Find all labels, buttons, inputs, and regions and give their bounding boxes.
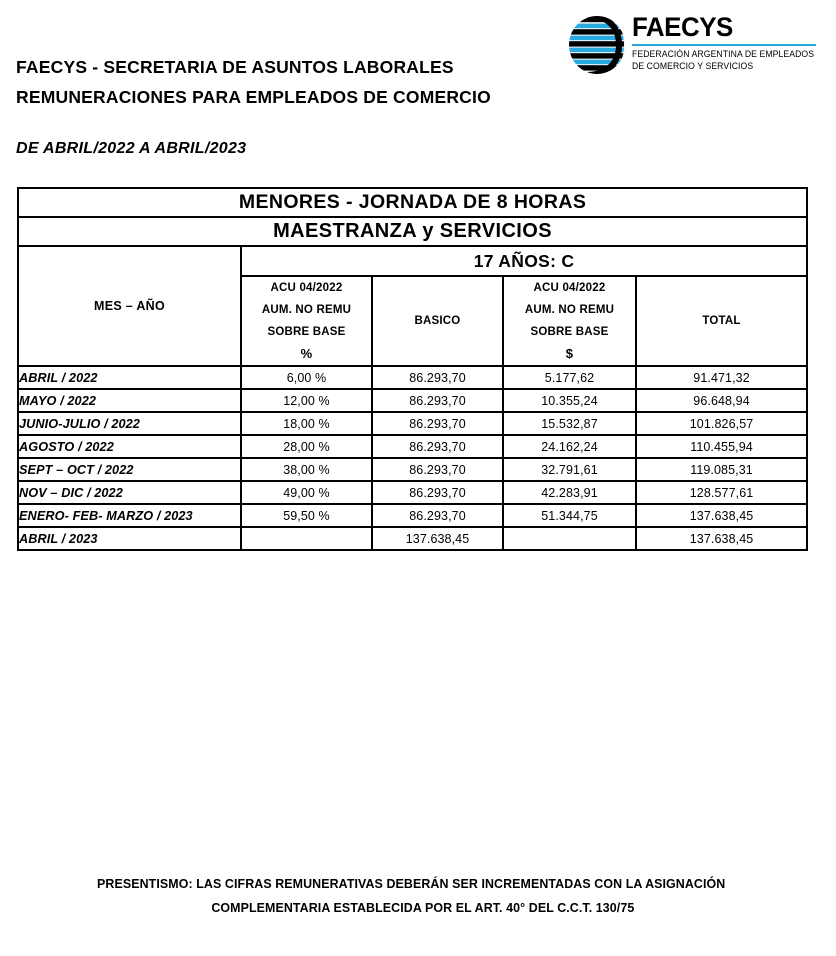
table-row xyxy=(18,435,807,458)
row-label: ABRIL / 2022 xyxy=(18,366,241,389)
corner-header-mes-anio: MES – AÑO xyxy=(18,246,241,366)
col-header-monto-line-3: SOBRE BASE xyxy=(530,326,609,338)
cell-basico: 86.293,70 xyxy=(372,389,503,412)
cell-total: 137.638,45 xyxy=(636,527,807,550)
col-header-total-label: TOTAL xyxy=(702,315,741,327)
cell-pct: 12,00 % xyxy=(241,389,372,412)
cell-basico: 86.293,70 xyxy=(372,412,503,435)
cell-monto: 32.791,61 xyxy=(503,458,636,481)
col-header-total xyxy=(636,276,807,366)
footnote-line-2: COMPLEMENTARIA ESTABLECIDA POR EL ART. 40° DEL C.C.T. 130/75 xyxy=(211,900,635,915)
table-row xyxy=(18,527,807,550)
globe-icon xyxy=(566,14,628,76)
band-title-2: MAESTRANZA y SERVICIOS xyxy=(18,217,807,246)
col-header-pct-line-2: AUM. NO REMU xyxy=(261,304,352,316)
cell-basico: 86.293,70 xyxy=(372,435,503,458)
page-title-line-2: REMUNERACIONES PARA EMPLEADOS DE COMERCIO xyxy=(16,87,491,107)
cell-monto: 15.532,87 xyxy=(503,412,636,435)
table-row xyxy=(18,366,807,389)
col-header-pct-line-3: SOBRE BASE xyxy=(267,326,346,338)
wage-scale-table xyxy=(17,187,808,551)
cell-monto: 42.283,91 xyxy=(503,481,636,504)
table-row xyxy=(18,504,807,527)
cell-total: 110.455,94 xyxy=(636,435,807,458)
band-title-1: MENORES - JORNADA DE 8 HORAS xyxy=(18,188,807,217)
cell-pct: 18,00 % xyxy=(241,412,372,435)
logo-subtitle-line-1: FEDERACIÓN ARGENTINA DE EMPLEADOS xyxy=(632,49,815,59)
cell-basico: 86.293,70 xyxy=(372,458,503,481)
cell-monto: 5.177,62 xyxy=(503,366,636,389)
cell-total: 137.638,45 xyxy=(636,504,807,527)
row-label: NOV – DIC / 2022 xyxy=(18,481,241,504)
cell-pct xyxy=(241,527,372,550)
cell-basico: 86.293,70 xyxy=(372,481,503,504)
table-row xyxy=(18,458,807,481)
page-title xyxy=(16,52,576,112)
cell-total: 101.826,57 xyxy=(636,412,807,435)
faecys-logo xyxy=(566,12,822,84)
cell-basico: 86.293,70 xyxy=(372,504,503,527)
row-label: JUNIO-JULIO / 2022 xyxy=(18,412,241,435)
cell-monto: 24.162,24 xyxy=(503,435,636,458)
table-band-title-row-2 xyxy=(18,217,807,246)
cell-pct: 6,00 % xyxy=(241,366,372,389)
table-row xyxy=(18,389,807,412)
col-header-pct-line-1: ACU 04/2022 xyxy=(270,282,343,294)
col-header-monto-line-2: AUM. NO REMU xyxy=(524,304,615,316)
table-age-row xyxy=(18,246,807,276)
cell-basico: 86.293,70 xyxy=(372,366,503,389)
footnote xyxy=(0,872,836,920)
table-band-title-row-1 xyxy=(18,188,807,217)
col-header-pct-symbol: % xyxy=(300,346,313,361)
cell-basico: 137.638,45 xyxy=(372,527,503,550)
col-header-monto-line-1: ACU 04/2022 xyxy=(533,282,606,294)
logo-wordmark: FAECYS xyxy=(632,12,733,42)
logo-divider xyxy=(632,44,816,46)
row-label: ABRIL / 2023 xyxy=(18,527,241,550)
cell-pct: 49,00 % xyxy=(241,481,372,504)
cell-total: 91.471,32 xyxy=(636,366,807,389)
cell-monto: 10.355,24 xyxy=(503,389,636,412)
cell-total: 96.648,94 xyxy=(636,389,807,412)
cell-pct: 59,50 % xyxy=(241,504,372,527)
col-header-monto-symbol: $ xyxy=(565,346,574,361)
page-title-line-1: FAECYS - SECRETARIA DE ASUNTOS LABORALES xyxy=(16,57,454,77)
age-category-header: 17 AÑOS: C xyxy=(241,246,807,276)
col-header-monto xyxy=(503,276,636,366)
row-label: ENERO- FEB- MARZO / 2023 xyxy=(18,504,241,527)
col-header-pct xyxy=(241,276,372,366)
logo-text-block xyxy=(632,12,822,72)
col-header-basico-label: BASICO xyxy=(414,315,461,327)
table-row xyxy=(18,481,807,504)
cell-pct: 38,00 % xyxy=(241,458,372,481)
cell-monto: 51.344,75 xyxy=(503,504,636,527)
cell-pct: 28,00 % xyxy=(241,435,372,458)
document-header xyxy=(0,0,836,180)
row-label: AGOSTO / 2022 xyxy=(18,435,241,458)
period-subtitle: DE ABRIL/2022 A ABRIL/2023 xyxy=(16,140,247,157)
cell-total: 128.577,61 xyxy=(636,481,807,504)
cell-total: 119.085,31 xyxy=(636,458,807,481)
col-header-basico xyxy=(372,276,503,366)
cell-monto xyxy=(503,527,636,550)
footnote-line-1: PRESENTISMO: LAS CIFRAS REMUNERATIVAS DEBERÁN SER INCREMENTADAS CON LA ASIGNACIÓN xyxy=(97,876,726,891)
table-row xyxy=(18,412,807,435)
row-label: MAYO / 2022 xyxy=(18,389,241,412)
logo-subtitle-line-2: DE COMERCIO Y SERVICIOS xyxy=(632,60,754,71)
row-label: SEPT – OCT / 2022 xyxy=(18,458,241,481)
